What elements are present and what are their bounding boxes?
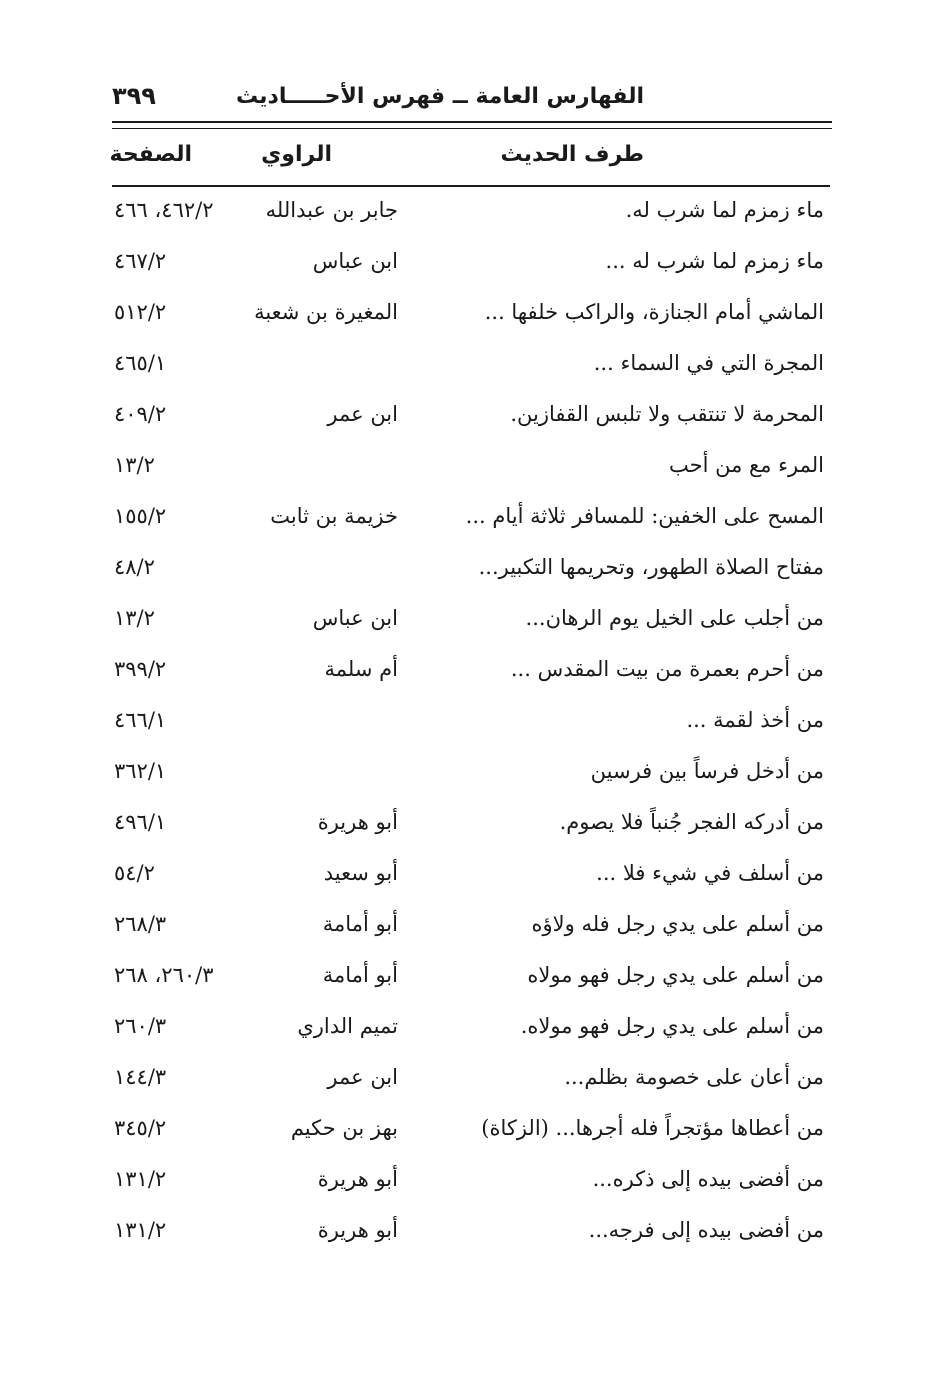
narrator: أم سلمة [324, 657, 398, 681]
page-reference: ٤٩٦/١ [114, 810, 167, 834]
table-row [0, 443, 944, 494]
page-reference: ٢٦٠/٣ [114, 1014, 167, 1038]
page-reference: ٥١٢/٢ [114, 300, 167, 324]
page-reference: ٤٠٩/٢ [114, 402, 167, 426]
page-reference: ١٤٤/٣ [114, 1065, 167, 1089]
hadith-text: من أخذ لقمة ... [686, 708, 824, 732]
hadith-text: من أعان على خصومة بظلم... [564, 1065, 824, 1089]
page-reference: ٤٨/٢ [114, 555, 155, 579]
column-header-page: الصفحة [109, 142, 192, 167]
narrator: جابر بن عبدالله [265, 198, 398, 222]
table-row [0, 1004, 944, 1055]
hadith-text: ماء زمزم لما شرب له ... [605, 249, 824, 273]
column-header-rule [112, 185, 830, 187]
page-reference: ٢٦٠/٣، ٢٦٨ [114, 963, 214, 987]
page-reference: ٤٦٢/٢، ٤٦٦ [114, 198, 214, 222]
narrator: ابن عباس [312, 249, 398, 273]
hadith-text: المرء مع من أحب [669, 453, 824, 477]
narrator: ابن عمر [327, 1065, 398, 1089]
table-row [0, 239, 944, 290]
table-row [0, 1106, 944, 1157]
column-header-narrator: الراوي [261, 142, 332, 167]
narrator: المغيرة بن شعبة [254, 300, 398, 324]
table-row [0, 188, 944, 239]
hadith-text: من أسلم على يدي رجل فهو مولاه [527, 963, 824, 987]
hadith-text: من أجلب على الخيل يوم الرهان... [525, 606, 824, 630]
narrator: ابن عباس [312, 606, 398, 630]
table-row [0, 1055, 944, 1106]
narrator: أبو هريرة [317, 1167, 398, 1191]
page-reference: ١٥٥/٢ [114, 504, 167, 528]
table-row [0, 392, 944, 443]
page-reference: ٥٤/٢ [114, 861, 155, 885]
narrator: خزيمة بن ثابت [270, 504, 398, 528]
hadith-text: من أعطاها مؤتجراً فله أجرها... (الزكاة) [481, 1116, 824, 1140]
page-reference: ٢٦٨/٣ [114, 912, 167, 936]
hadith-text: مفتاح الصلاة الطهور، وتحريمها التكبير... [478, 555, 824, 579]
page-reference: ١٣١/٢ [114, 1167, 167, 1191]
table-row [0, 1157, 944, 1208]
hadith-text: المجرة التي في السماء ... [593, 351, 824, 375]
hadith-text: من أفضى بيده إلى ذكره... [592, 1167, 824, 1191]
running-header-title: الفهارس العامة ــ فهرس الأحـــــاديث [235, 84, 644, 109]
hadith-text: الماشي أمام الجنازة، والراكب خلفها ... [484, 300, 824, 324]
table-row [0, 902, 944, 953]
table-row [0, 851, 944, 902]
page-reference: ٣٩٩/٢ [114, 657, 167, 681]
page-number: ٣٩٩ [112, 82, 156, 110]
hadith-text: من أدركه الفجر جُنباً فلا يصوم. [559, 810, 824, 834]
page-reference: ٤٦٦/١ [114, 708, 167, 732]
narrator: تميم الداري [297, 1014, 398, 1038]
hadith-text: المحرمة لا تنتقب ولا تلبس القفازين. [510, 402, 824, 426]
table-row [0, 341, 944, 392]
table-row [0, 647, 944, 698]
hadith-text: من أحرم بعمرة من بيت المقدس ... [510, 657, 824, 681]
narrator: أبو أمامة [322, 963, 398, 987]
table-row [0, 545, 944, 596]
narrator: أبو هريرة [317, 810, 398, 834]
hadith-text: من أسلم على يدي رجل فهو مولاه. [520, 1014, 824, 1038]
page-reference: ٣٦٢/١ [114, 759, 167, 783]
header-rule-thick [112, 121, 832, 123]
hadith-text: من أسلف في شيء فلا ... [596, 861, 824, 885]
table-row [0, 290, 944, 341]
hadith-text: المسح على الخفين: للمسافر ثلاثة أيام ... [465, 504, 824, 528]
table-row [0, 596, 944, 647]
page-reference: ٤٦٧/٢ [114, 249, 167, 273]
hadith-text: من أدخل فرساً بين فرسين [590, 759, 824, 783]
table-row [0, 698, 944, 749]
narrator: بهز بن حكيم [290, 1116, 398, 1140]
page-reference: ١٣/٢ [114, 453, 155, 477]
narrator: أبو هريرة [317, 1218, 398, 1242]
table-row [0, 800, 944, 851]
hadith-text: من أسلم على يدي رجل فله ولاؤه [531, 912, 824, 936]
narrator: أبو أمامة [322, 912, 398, 936]
header-rule-thin [112, 128, 832, 129]
running-header [112, 84, 832, 120]
page-reference: ٣٤٥/٢ [114, 1116, 167, 1140]
page-reference: ١٣١/٢ [114, 1218, 167, 1242]
hadith-text: ماء زمزم لما شرب له. [625, 198, 824, 222]
page-reference: ١٣/٢ [114, 606, 155, 630]
table-row [0, 749, 944, 800]
table-row [0, 1208, 944, 1259]
table-row [0, 494, 944, 545]
narrator: أبو سعيد [323, 861, 398, 885]
hadith-text: من أفضى بيده إلى فرجه... [588, 1218, 824, 1242]
page-reference: ٤٦٥/١ [114, 351, 167, 375]
narrator: ابن عمر [327, 402, 398, 426]
table-row [0, 953, 944, 1004]
column-header-hadith: طرف الحديث [500, 142, 644, 167]
